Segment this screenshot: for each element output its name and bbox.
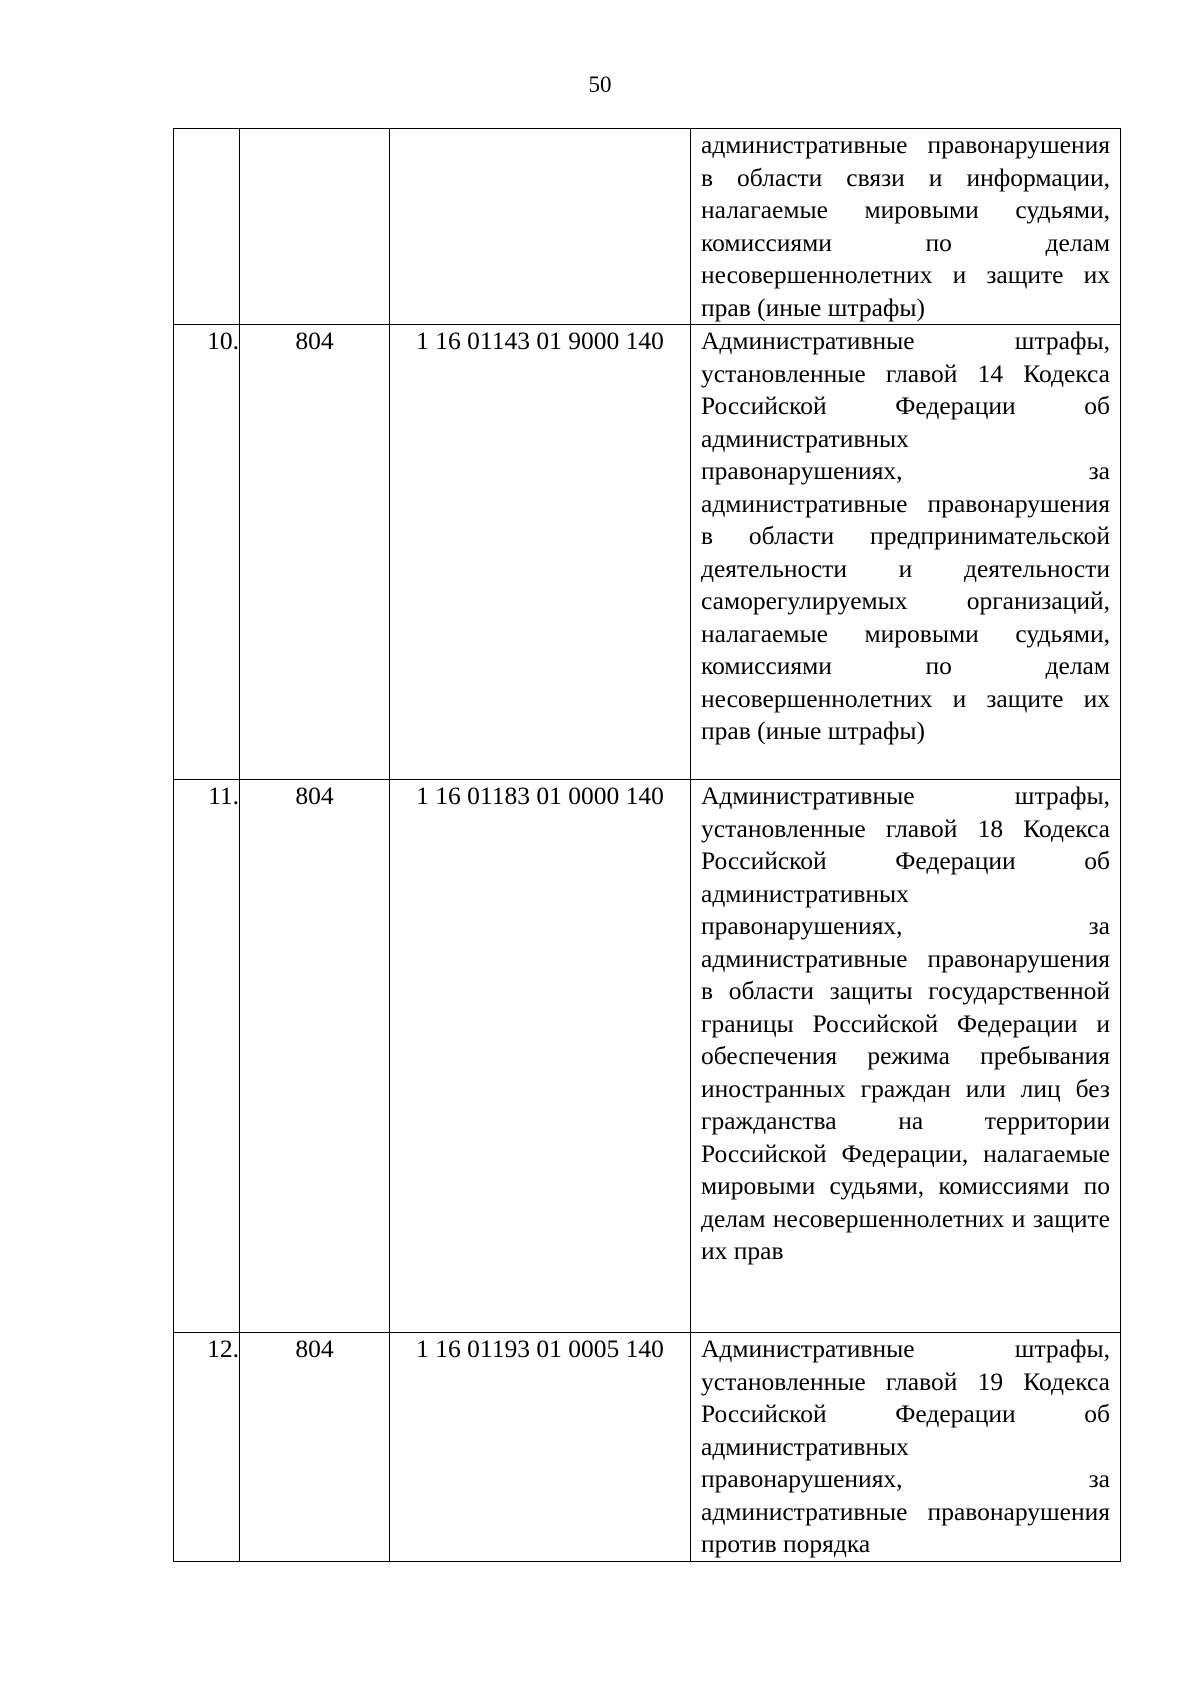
description-text: Административные штрафы, установленные главой 19 Кодекса Российской Федерации об административных правонарушениях, за административные правонарушения против порядка — [701, 1334, 1110, 1558]
page-number: 50 — [588, 72, 612, 97]
kbk-code: 1 16 01143 01 9000 140 — [390, 325, 691, 780]
row-number: 11. — [174, 780, 240, 1333]
row-number: 12. — [174, 1333, 240, 1562]
admin-code: 804 — [240, 325, 390, 780]
fines-table — [173, 128, 1121, 1562]
admin-code — [240, 129, 390, 325]
table-row — [174, 325, 1121, 780]
row-description — [691, 129, 1121, 325]
description-text: административные правонарушения в области связи и информации, налагаемые мировыми судьями, комиссиями по делам несовершеннолетних и защите их прав (иные штрафы) — [701, 130, 1110, 322]
row-description — [691, 1333, 1121, 1562]
kbk-code — [390, 129, 691, 325]
row-number: 10. — [174, 325, 240, 780]
kbk-code: 1 16 01193 01 0005 140 — [390, 1333, 691, 1562]
admin-code: 804 — [240, 780, 390, 1333]
description-text: Административные штрафы, установленные главой 14 Кодекса Российской Федерации об административных правонарушениях, за административные правонарушения в области предпринимательской деятельности и деятельности саморегулируемых организаций, налагаемые мировыми судьями, комиссиями по делам несовершеннолетних и защите их прав (иные штрафы) — [701, 326, 1110, 745]
row-description — [691, 325, 1121, 780]
table-row — [174, 1333, 1121, 1562]
description-text: Административные штрафы, установленные главой 18 Кодекса Российской Федерации об административных правонарушениях, за административные правонарушения в области защиты государственной границы Российской Федерации и обеспечения режима пребывания иностранных граждан или лиц без гражданства на территории Российской Федерации, налагаемые мировыми судьями, комиссиями по делам несовершеннолетних и защите их прав — [701, 781, 1110, 1265]
table-row — [174, 780, 1121, 1333]
kbk-code: 1 16 01183 01 0000 140 — [390, 780, 691, 1333]
row-description — [691, 780, 1121, 1333]
admin-code: 804 — [240, 1333, 390, 1562]
table-row — [174, 129, 1121, 325]
row-number — [174, 129, 240, 325]
